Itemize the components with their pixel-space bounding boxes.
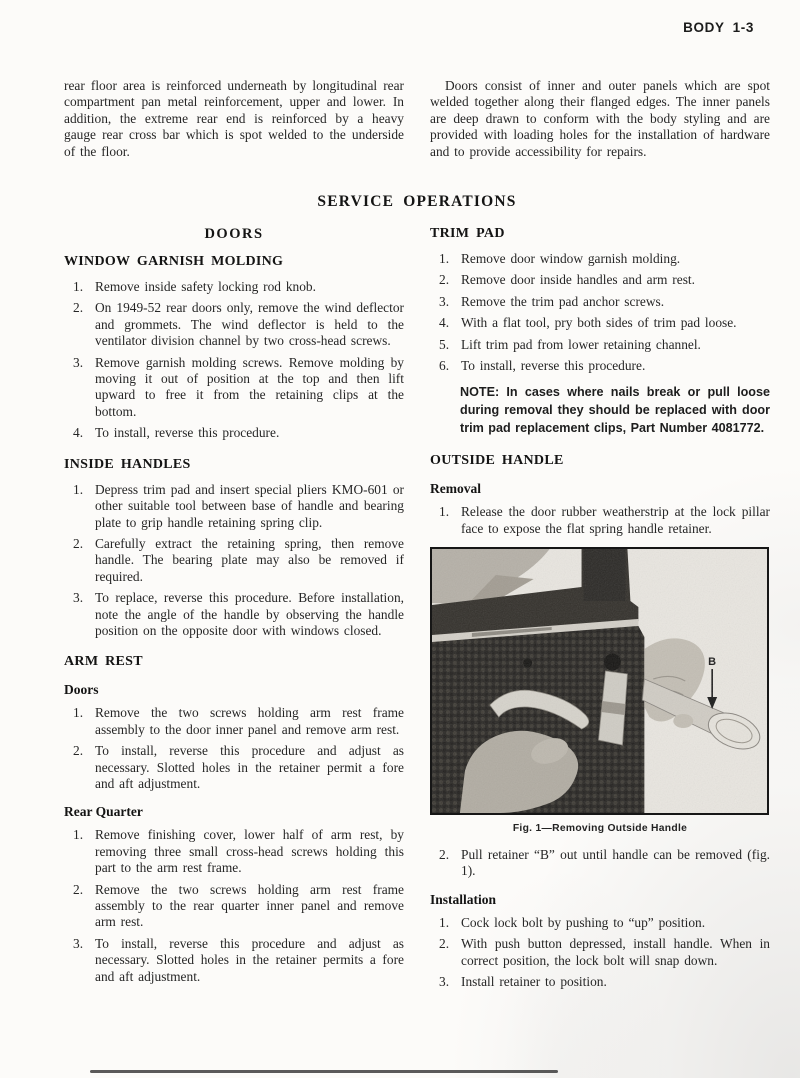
heading-outside-handle: OUTSIDE HANDLE (430, 453, 564, 469)
step-item: Install retainer to position. (461, 974, 607, 990)
step-item: Remove the two screws holding arm rest frame assembly to the door inner panel and remove arm rest. (95, 705, 404, 737)
step-item: To install, reverse this procedure and adjust as necessary. Slotted holes in the retainer permits a fore and aft adjustment. (95, 935, 404, 984)
figure-1-illustration (432, 549, 767, 813)
step-item: With push button depressed, install handle. When in correct position, the lock bolt will snap down. (461, 936, 770, 968)
heading-arm-rest: ARM REST (64, 654, 143, 670)
subheading-rear-quarter: Rear Quarter (64, 804, 143, 820)
page-number: BODY 1-3 (683, 20, 754, 35)
left-column (64, 226, 404, 1000)
step-item: Depress trim pad and insert special pliers KMO-601 or other suitable tool between base of handle and bearing plate to grip handle retaining spring clip. (95, 481, 404, 530)
section-title: SERVICE OPERATIONS (317, 193, 517, 211)
heading-doors: DOORS (204, 226, 264, 243)
step-item: To install, reverse this procedure and adjust as necessary. Slotted holes in the retainer permit a fore and aft adjustment. (95, 743, 404, 791)
step-item: Remove inside safety locking rod knob. (95, 279, 316, 295)
installation-steps (430, 915, 770, 991)
photo-grain (432, 549, 767, 813)
step-item: To replace, reverse this procedure. Before installation, note the angle of the handle by observing the handle position on the opposite door with windows closed. (95, 590, 404, 638)
step-item: Remove door window garnish molding. (461, 251, 681, 267)
step-item: Release the door rubber weatherstrip at the lock pillar face to expose the flat spring handle retainer. (461, 504, 770, 536)
step-item: Remove door inside handles and arm rest. (461, 272, 695, 288)
window-garnish-steps (64, 279, 404, 442)
intro-section (64, 78, 770, 160)
right-column (430, 226, 770, 1000)
removal-steps-after-figure (430, 847, 770, 880)
subheading-removal: Removal (430, 481, 481, 497)
step-item: With a flat tool, pry both sides of trim pad loose. (461, 315, 737, 331)
figure-photo (430, 547, 769, 815)
label-b: B (708, 656, 717, 669)
subheading-arm-rest-doors: Doors (64, 682, 99, 698)
inside-handles-steps (64, 482, 404, 640)
note-block: NOTE: In cases where nails break or pull loose during removal they should be replaced with door trim pad replacement clips, Part Number 4081772. (460, 385, 770, 435)
intro-paragraph-left: rear floor area is reinforced underneath by longitudinal rear compartment pan metal reinforcement, upper and lower. In addition, the extreme rear end is reinforced by a heavy gauge rear cross bar which is spot welded to the underside of the floor. (64, 78, 404, 159)
step-item: Remove finishing cover, lower half of arm rest, by removing three small cross-head screws holding this part to the arm rest frame. (95, 827, 404, 876)
rear-quarter-steps (64, 827, 404, 985)
figure-caption: Fig. 1—Removing Outside Handle (512, 823, 688, 835)
heading-trim-pad: TRIM PAD (430, 226, 505, 242)
step-item: Pull retainer “B” out until handle can be removed (fig. 1). (461, 847, 770, 879)
heading-inside-handles: INSIDE HANDLES (64, 456, 191, 472)
step-item: Remove the trim pad anchor screws. (461, 293, 665, 309)
step-item: On 1949-52 rear doors only, remove the wind deflector and grommets. The wind deflector is held to the ventilator division channel by two cross-head screws. (95, 300, 404, 349)
step-item: Cock lock bolt by pushing to “up” position. (461, 914, 706, 930)
trim-pad-steps (430, 251, 770, 374)
page-content (64, 78, 770, 1001)
step-item: Remove the two screws holding arm rest frame assembly to the rear quarter inner panel and remove arm rest. (95, 881, 404, 930)
intro-paragraph-right: Doors consist of inner and outer panels which are spot welded together along their flanged edges. The inner panels are deep drawn to conform with the body styling and are provided with loading holes for the installation of hardware and to provide accessibility for repairs. (430, 78, 770, 159)
step-item: Carefully extract the retaining spring, then remove handle. The bearing plate may also be removed if required. (95, 535, 404, 584)
step-item: To install, reverse this procedure. (95, 425, 280, 441)
step-item: To install, reverse this procedure. (461, 358, 646, 374)
step-item: Remove garnish molding screws. Remove molding by moving it out of position at the top and then lift upward to free it from the retaining clips at the bottom. (95, 354, 404, 419)
arm-rest-doors-steps (64, 705, 404, 792)
subheading-installation: Installation (430, 891, 497, 907)
step-item: Lift trim pad from lower retaining channel. (461, 336, 701, 352)
two-column-body (64, 226, 770, 1000)
removal-steps-before-figure (430, 504, 770, 537)
scan-artifact-line (90, 1070, 558, 1073)
heading-window-garnish-molding: WINDOW GARNISH MOLDING (64, 254, 284, 270)
